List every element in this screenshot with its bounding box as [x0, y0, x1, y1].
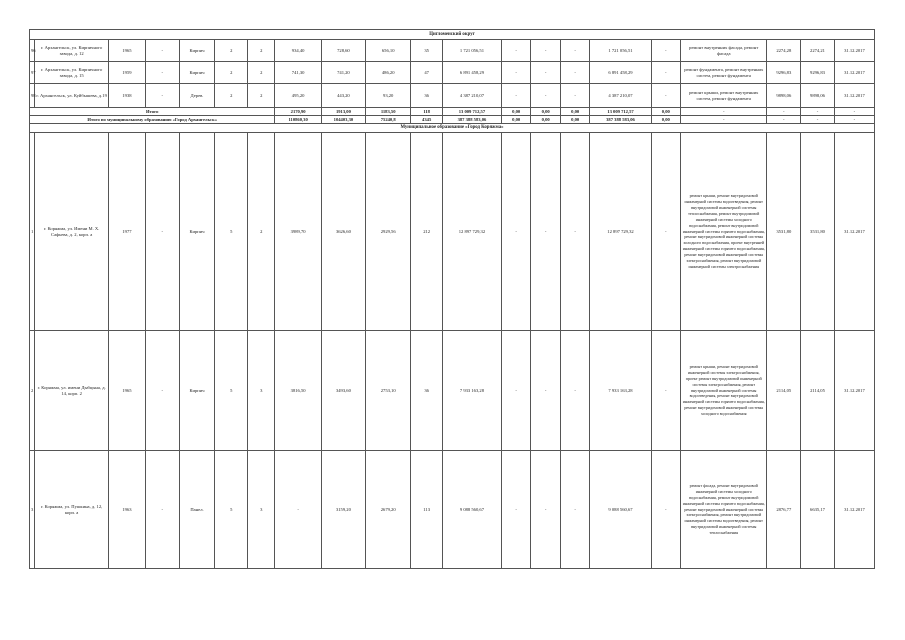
deadline-cell: -: [834, 116, 874, 124]
material-cell: Панел.: [179, 451, 215, 569]
owners-funds-cell: 4 387 210,07: [590, 84, 651, 108]
fund-cell: -: [560, 451, 590, 569]
cost-total-cell: 6 891 458,29: [442, 62, 501, 84]
deadline-cell: 31.12.2017: [834, 331, 874, 451]
row-number: 96: [30, 40, 35, 62]
works-cell: ремонт крыши, ремонт внутренних систем, ремонт фундамента: [681, 84, 767, 108]
fund-cell: 0,00: [531, 108, 561, 116]
works-cell: -: [681, 116, 767, 124]
cost-total-cell: 1 721 056,51: [442, 40, 501, 62]
residents-cell: 36: [411, 331, 443, 451]
fund-cell: -: [560, 62, 590, 84]
unit-cost-cell: -: [767, 116, 801, 124]
fund-cell: -: [501, 84, 531, 108]
material-cell: Кирпич: [179, 40, 215, 62]
fund-cell: 0,00: [501, 108, 531, 116]
address-cell: г. Коряжма, ул. Пушкина, д. 12, корп. а: [35, 451, 109, 569]
max-unit-cost-cell: 6635,17: [801, 451, 835, 569]
owners-funds-cell: 7 933 163,28: [590, 331, 651, 451]
area-total-cell: 3989,70: [275, 133, 321, 331]
deadline-cell: 31.12.2017: [834, 133, 874, 331]
fund-cell: 0,00: [531, 116, 561, 124]
area-total-cell: 741,30: [275, 62, 321, 84]
fund-cell: -: [531, 40, 561, 62]
max-unit-cost-cell: -: [801, 108, 835, 116]
area-premises-cell: 443,20: [321, 84, 365, 108]
prev-repair-cell: -: [145, 133, 179, 331]
table-row: [30, 84, 875, 108]
table-row: [30, 62, 875, 84]
owners-funds-cell: 6 891 458,29: [590, 62, 651, 84]
area-premises-cell: 741,20: [321, 62, 365, 84]
unit-cost-cell: 2876,77: [767, 451, 801, 569]
other-funds-cell: -: [651, 62, 681, 84]
fund-cell: -: [501, 62, 531, 84]
area-premises-cell: 3493,60: [321, 331, 365, 451]
year-cell: 1965: [109, 331, 146, 451]
address-cell: г. Архангельск, ул. Кирпичного завода, д. 15: [35, 62, 109, 84]
area-premises-cell: 728,60: [321, 40, 365, 62]
cost-total-cell: 13 009 712,57: [442, 108, 501, 116]
fund-cell: -: [531, 451, 561, 569]
table-row: [30, 451, 875, 569]
row-number: 3: [30, 451, 35, 569]
works-cell: ремонт внутренних фасада, ремонт фасада: [681, 40, 767, 62]
area-premises-cell: 3159,20: [321, 451, 365, 569]
fund-cell: -: [501, 40, 531, 62]
fund-cell: -: [531, 331, 561, 451]
area-total-cell: 110860,30: [275, 116, 321, 124]
floors-cell: 2: [215, 40, 248, 62]
residents-cell: 212: [411, 133, 443, 331]
other-funds-cell: -: [651, 40, 681, 62]
area-premises-cell: 3626,60: [321, 133, 365, 331]
fund-cell: 0,00: [560, 116, 590, 124]
owners-funds-cell: 12 897 729,32: [590, 133, 651, 331]
max-unit-cost-cell: -: [801, 116, 835, 124]
cost-total-cell: 12 897 729,32: [442, 133, 501, 331]
address-cell: г. Архангельск, ул. Куйбышева, д.19: [35, 84, 109, 108]
area-total-cell: 934,40: [275, 40, 321, 62]
deadline-cell: 31.12.2017: [834, 62, 874, 84]
residents-cell: 118: [411, 108, 443, 116]
works-cell: -: [681, 108, 767, 116]
max-unit-cost-cell: 2114,05: [801, 331, 835, 451]
prev-repair-cell: -: [145, 62, 179, 84]
capital-repair-table: [29, 29, 875, 569]
works-cell: ремонт фундамента, ремонт внутренних систем, ремонт фундамента: [681, 62, 767, 84]
unit-cost-cell: -: [767, 108, 801, 116]
deadline-cell: 31.12.2017: [834, 40, 874, 62]
year-cell: 1963: [109, 451, 146, 569]
table-row: [30, 133, 875, 331]
entrances-cell: 2: [248, 133, 275, 331]
deadline-cell: 31.12.2017: [834, 84, 874, 108]
row-number: 1: [30, 133, 35, 331]
section-header-row: [30, 30, 875, 40]
section-title: Цигломенский округ: [30, 30, 875, 40]
year-cell: 1965: [109, 40, 146, 62]
area-residential-cell: 93,20: [366, 84, 411, 108]
area-premises-cell: 104403,30: [321, 116, 365, 124]
fund-cell: -: [501, 451, 531, 569]
floors-cell: 5: [215, 331, 248, 451]
material-cell: Кирпич: [179, 331, 215, 451]
fund-cell: -: [531, 84, 561, 108]
entrances-cell: 2: [248, 62, 275, 84]
cost-total-cell: 387 388 583,06: [442, 116, 501, 124]
deadline-cell: -: [834, 108, 874, 116]
section-header-row: [30, 124, 875, 133]
entrances-cell: 3: [248, 331, 275, 451]
other-funds-cell: -: [651, 331, 681, 451]
other-funds-cell: -: [651, 84, 681, 108]
prev-repair-cell: -: [145, 331, 179, 451]
other-funds-cell: -: [651, 451, 681, 569]
residents-cell: 35: [411, 40, 443, 62]
year-cell: 1938: [109, 84, 146, 108]
section-title: Муниципальное образование «Город Коряжма»: [30, 124, 875, 133]
area-premises-cell: 1913,00: [321, 108, 365, 116]
subtotal-label: Итого: [30, 108, 275, 116]
entrances-cell: 3: [248, 451, 275, 569]
residents-cell: 113: [411, 451, 443, 569]
grand-total-label: Итого по муниципальному образованию «Город Архангельск»: [30, 116, 275, 124]
fund-cell: -: [501, 331, 531, 451]
area-residential-cell: 656,10: [366, 40, 411, 62]
table-row: [30, 40, 875, 62]
fund-cell: -: [531, 62, 561, 84]
unit-cost-cell: 2274,28: [767, 40, 801, 62]
material-cell: Кирпич: [179, 62, 215, 84]
residents-cell: 47: [411, 62, 443, 84]
material-cell: Кирпич: [179, 133, 215, 331]
other-funds-cell: 0,00: [651, 108, 681, 116]
floors-cell: 2: [215, 62, 248, 84]
floors-cell: 5: [215, 451, 248, 569]
fund-cell: -: [560, 331, 590, 451]
cost-total-cell: 9 088 560,67: [442, 451, 501, 569]
fund-cell: 0,00: [560, 108, 590, 116]
table-row: [30, 331, 875, 451]
grand-total-row: [30, 116, 875, 124]
area-residential-cell: 1183,50: [366, 108, 411, 116]
area-residential-cell: 2753,10: [366, 331, 411, 451]
owners-funds-cell: 13 009 712,57: [590, 108, 651, 116]
area-residential-cell: 486,20: [366, 62, 411, 84]
fund-cell: -: [560, 84, 590, 108]
prev-repair-cell: -: [145, 451, 179, 569]
area-residential-cell: 2679,20: [366, 451, 411, 569]
material-cell: Дерев.: [179, 84, 215, 108]
area-total-cell: 2170,90: [275, 108, 321, 116]
prev-repair-cell: -: [145, 40, 179, 62]
owners-funds-cell: 387 388 583,06: [590, 116, 651, 124]
fund-cell: -: [560, 133, 590, 331]
entrances-cell: 2: [248, 40, 275, 62]
max-unit-cost-cell: 2274,21: [801, 40, 835, 62]
max-unit-cost-cell: 9898,06: [801, 84, 835, 108]
entrances-cell: 2: [248, 84, 275, 108]
floors-cell: 2: [215, 84, 248, 108]
fund-cell: -: [501, 133, 531, 331]
works-cell: ремонт крыши, ремонт внутридомовой инженерной системы водоотведения, ремонт внутридомовой инженерной системы теплоснабжения, ремонт внутридомовой инженерной системы холодного водоснабжения, ремонт внутридомовой инженерной системы горячего водоснабжения, ремонт внутридомовой инженерной системы холодного водоснабжения, проект внутренней инженерной системы горячего водоснабжения, ремонт внутридомовой инженерной системы электроснабжения, ремонт внутридомовой инженерной системы электроснабжения: [681, 133, 767, 331]
row-number: 2: [30, 331, 35, 451]
unit-cost-cell: 9898,06: [767, 84, 801, 108]
cost-total-cell: 7 933 163,28: [442, 331, 501, 451]
address-cell: г. Коряжма, ул. Имени М. Х. Сафьева, д. 2, корп. а: [35, 133, 109, 331]
unit-cost-cell: 9296,83: [767, 62, 801, 84]
area-residential-cell: 2929,56: [366, 133, 411, 331]
prev-repair-cell: -: [145, 84, 179, 108]
owners-funds-cell: 9 088 560,67: [590, 451, 651, 569]
floors-cell: 5: [215, 133, 248, 331]
fund-cell: -: [560, 40, 590, 62]
area-total-cell: 3816,50: [275, 331, 321, 451]
fund-cell: -: [531, 133, 561, 331]
works-cell: ремонт фасада, ремонт внутридомовой инженерной системы холодного водоснабжения, ремонт внутридомовой инженерной системы горячего водоснабжения, ремонт внутридомовой инженерной системы электроснабжения, ремонт внутридомовой инженерной системы водоотведения, ремонт внутридомовой инженерной системы теплоснабжения: [681, 451, 767, 569]
works-cell: ремонт крыши, ремонт внутридомовой инженерной системы электроснабжения, проект ремонт внутридомовой инженерной системы электроснабжения, ремонт внутридомовой инженерной системы водоотведения, ремонт внутридомовой инженерной системы горячего водоснабжения, ремонт внутридомовой инженерной системы холодного водоснабжения: [681, 331, 767, 451]
fund-cell: 0,00: [501, 116, 531, 124]
max-unit-cost-cell: 9296,83: [801, 62, 835, 84]
row-number: 98: [30, 84, 35, 108]
other-funds-cell: -: [651, 133, 681, 331]
row-number: 97: [30, 62, 35, 84]
owners-funds-cell: 1 721 056,51: [590, 40, 651, 62]
subtotal-row: [30, 108, 875, 116]
deadline-cell: 31.12.2017: [834, 451, 874, 569]
year-cell: 1959: [109, 62, 146, 84]
max-unit-cost-cell: 3531,80: [801, 133, 835, 331]
area-total-cell: 495,20: [275, 84, 321, 108]
cost-total-cell: 4 387 210,07: [442, 84, 501, 108]
area-residential-cell: 75240,8: [366, 116, 411, 124]
address-cell: г. Коряжма, ул. имени Дыбцына, д. 14, корп. 2: [35, 331, 109, 451]
other-funds-cell: 0,00: [651, 116, 681, 124]
residents-cell: 4345: [411, 116, 443, 124]
unit-cost-cell: 3531,80: [767, 133, 801, 331]
address-cell: г. Архангельск, ул. Кирпичного завода, д. 12: [35, 40, 109, 62]
area-total-cell: -: [275, 451, 321, 569]
year-cell: 1977: [109, 133, 146, 331]
residents-cell: 36: [411, 84, 443, 108]
unit-cost-cell: 2114,05: [767, 331, 801, 451]
